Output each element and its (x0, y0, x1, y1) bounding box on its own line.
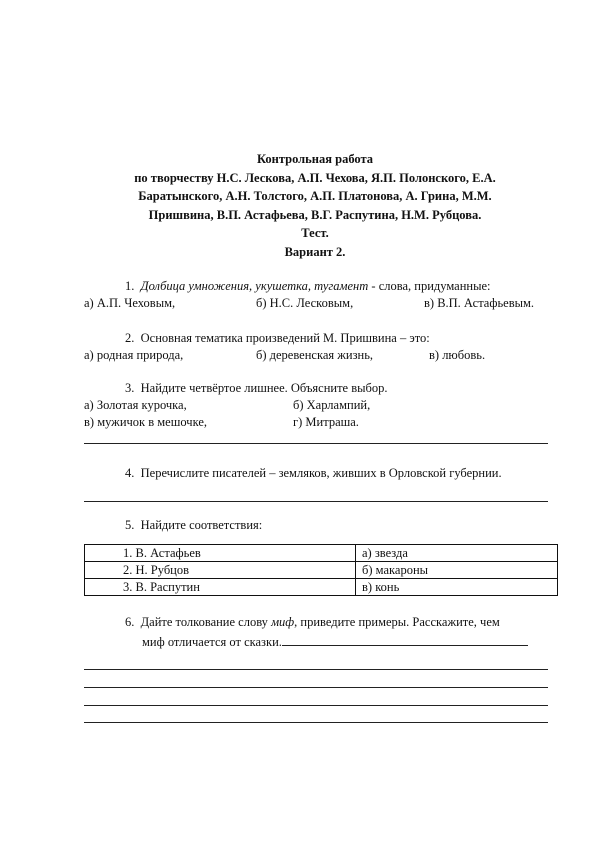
q6-answer-line-3[interactable] (84, 705, 548, 706)
q4-number: 4. (125, 466, 135, 480)
q2-text: Основная тематика произведений М. Пришвина – это: (140, 331, 430, 345)
q4-stem (125, 466, 502, 481)
table-cell-writer: 3. В. Распутин (85, 579, 356, 596)
q3-answer-line[interactable] (84, 443, 548, 444)
q3-option-b: б) Харлампий, (293, 398, 371, 412)
q6-inline-answer-line[interactable] (282, 633, 528, 646)
q2-option-b: б) деревенская жизнь, (256, 348, 374, 362)
q6-stem (125, 615, 500, 630)
q3-option-a: а) Золотая курочка, (84, 398, 187, 412)
q6-answer-line-1[interactable] (84, 669, 548, 670)
q3-number: 3. (125, 381, 135, 395)
q5-text: Найдите соответствия: (140, 518, 263, 532)
q1-stem-rest: - слова, придуманные: (368, 279, 491, 293)
q1-italic-words: Долбица умножения, укушетка, тугамент (140, 279, 369, 293)
q1-option-b: б) Н.С. Лесковым, (256, 296, 354, 310)
q6-text-before: Дайте толкование слову (140, 615, 272, 629)
q6-italic-word: миф (271, 615, 295, 629)
q6-answer-line-2[interactable] (84, 687, 548, 688)
q6-answer-line-4[interactable] (84, 722, 548, 723)
q3-text: Найдите четвёртое лишнее. Объясните выбор. (140, 381, 388, 395)
table-row (85, 545, 558, 562)
q2-number: 2. (125, 331, 135, 345)
table-row (85, 562, 558, 579)
matching-table (84, 544, 558, 596)
q3-option-d: г) Митраша. (293, 415, 359, 429)
title-line-5: Тест. (301, 226, 329, 240)
table-cell-word: а) звезда (356, 545, 558, 562)
title-line-1: Контрольная работа (256, 152, 374, 166)
q1-option-a: а) А.П. Чеховым, (84, 296, 176, 310)
table-cell-word: б) макароны (356, 562, 558, 579)
q3-option-c: в) мужичок в мешочке, (84, 415, 208, 429)
q6-line-2 (142, 633, 528, 650)
q1-stem (125, 279, 491, 294)
q6-line-2-text: миф отличается от сказки. (142, 635, 282, 649)
table-row (85, 579, 558, 596)
q4-answer-line[interactable] (84, 501, 548, 502)
q1-number: 1. (125, 279, 135, 293)
table-cell-writer: 2. Н. Рубцов (85, 562, 356, 579)
q4-text: Перечислите писателей – земляков, живших в Орловской губернии. (140, 466, 502, 480)
q2-stem (125, 331, 430, 346)
q3-stem (125, 381, 388, 396)
q6-number: 6. (125, 615, 135, 629)
q2-option-a: а) родная природа, (84, 348, 184, 362)
title-line-6: Вариант 2. (284, 244, 346, 259)
title-line-3: Баратынского, А.Н. Толстого, А.П. Платонова, А. Грина, М.М. (138, 189, 492, 203)
q1-option-c: в) В.П. Астафьевым. (424, 296, 535, 310)
q5-number: 5. (125, 518, 135, 532)
q2-option-c: в) любовь. (429, 348, 486, 362)
q5-stem (125, 518, 262, 533)
table-cell-word: в) конь (356, 579, 558, 596)
title-block (80, 150, 550, 261)
q6-text-after: , приведите примеры. Расскажите, чем (294, 615, 500, 629)
table-cell-writer: 1. В. Астафьев (85, 545, 356, 562)
title-line-4: Пришвина, В.П. Астафьева, В.Г. Распутина, Н.М. Рубцова. (148, 207, 482, 222)
title-line-2: по творчеству Н.С. Лескова, А.П. Чехова, Я.П. Полонского, Е.А. (134, 170, 496, 185)
